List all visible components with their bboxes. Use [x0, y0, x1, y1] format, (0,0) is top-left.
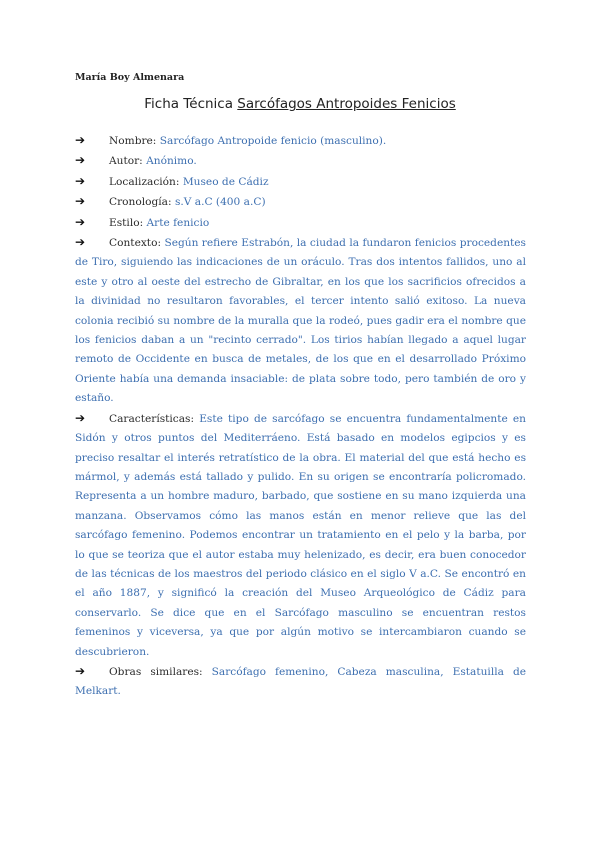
- entry-value: Arte fenicio: [146, 216, 210, 229]
- entry-caracteristicas: [75, 409, 526, 662]
- arrow-right-icon: ➔: [75, 153, 86, 168]
- entry-contexto: [75, 233, 526, 409]
- arrow-right-icon: ➔: [75, 235, 86, 250]
- entry-value: Anónimo.: [146, 155, 197, 168]
- entry-label: Características:: [109, 412, 195, 425]
- entry-localizacion: [75, 172, 526, 192]
- entry-value: Este tipo de sarcófago se encuentra fundamentalmente en Sidón y otros puntos del Mediterráeno. Está basado en modelos egipcios y es preciso resaltar el interés retratístico de la obra. El material del que está hecho es mármol, y además está tallado y pulido. En su origen se encontraría policromado. Representa a un hombre maduro, barbado, que sostiene en su mano izquierda una manzana. Observamos cómo las manos están en menor relieve que las del sarcófago femenino. Podemos encontrar un tratamiento en el pelo y la barba, por lo que se teoriza que el autor estaba muy helenizado, es decir, era buen conocedor de las técnicas de los maestros del periodo clásico en el siglo V a.C. Se encontró en el año 1887, y significó la creación del Museo Arqueológico de Cádiz para conservarlo. Se dice que en el Sarcófago masculino se encuentran restos femeninos y viceversa, ya que por algún motivo se intercambiaron cuando se descubrieron.: [75, 412, 526, 658]
- entry-label: Nombre:: [109, 135, 157, 147]
- arrow-right-icon: ➔: [75, 214, 86, 229]
- entry-label: Obras similares:: [109, 665, 203, 678]
- entry-cronologia: [75, 192, 526, 212]
- arrow-right-icon: ➔: [75, 133, 86, 147]
- entry-value: s.V a.C (400 a.C): [174, 196, 266, 209]
- arrow-right-icon: ➔: [75, 410, 86, 425]
- page-title: [75, 96, 525, 112]
- arrow-right-icon: ➔: [75, 663, 86, 678]
- arrow-right-icon: ➔: [75, 194, 86, 209]
- entry-value: Según refiere Estrabón, la ciudad la fundaron fenicios procedentes de Tiro, siguiendo las indicaciones de un oráculo. Tras dos intentos fallidos, uno al este y otro al oeste del estrecho de Gibraltar, en los que los sacrificios ofrecidos a la divinidad no resultaron favorables, el tercer intento salió exitoso. La nueva colonia recibió su nombre de la muralla que la rodeó, pues gadir era el nombre que los fenicios daban a un "recinto cerrado". Los tirios habían llegado a aquel lugar remoto de Occidente en busca de metales, de los que en el desarrollado Próximo Oriente había una demanda insaciable: de plata sobre todo, pero también de oro y estaño.: [75, 237, 526, 405]
- entry-obras-similares: [75, 662, 526, 702]
- entry-label: Localización:: [109, 175, 180, 188]
- entry-label: Estilo:: [109, 216, 144, 229]
- title-main: Sarcófagos Antropoides Fenicios: [237, 96, 456, 112]
- arrow-right-icon: ➔: [75, 173, 86, 188]
- entry-label: Contexto:: [109, 237, 162, 250]
- entry-label: Autor:: [109, 155, 143, 168]
- fact-sheet-body: [75, 131, 526, 702]
- entry-nombre: [75, 131, 526, 151]
- entry-estilo: [75, 213, 526, 233]
- entry-value: Sarcófago Antropoide fenicio (masculino).: [159, 135, 387, 147]
- title-prefix: Ficha Técnica: [144, 96, 233, 112]
- entry-label: Cronología:: [109, 196, 172, 209]
- entry-autor: [75, 151, 526, 171]
- entry-value: Museo de Cádiz: [182, 175, 269, 188]
- entry-value: Sarcófago femenino, Cabeza masculina, Estatuilla de Melkart.: [75, 665, 526, 698]
- author-name: María Boy Almenara: [75, 72, 185, 83]
